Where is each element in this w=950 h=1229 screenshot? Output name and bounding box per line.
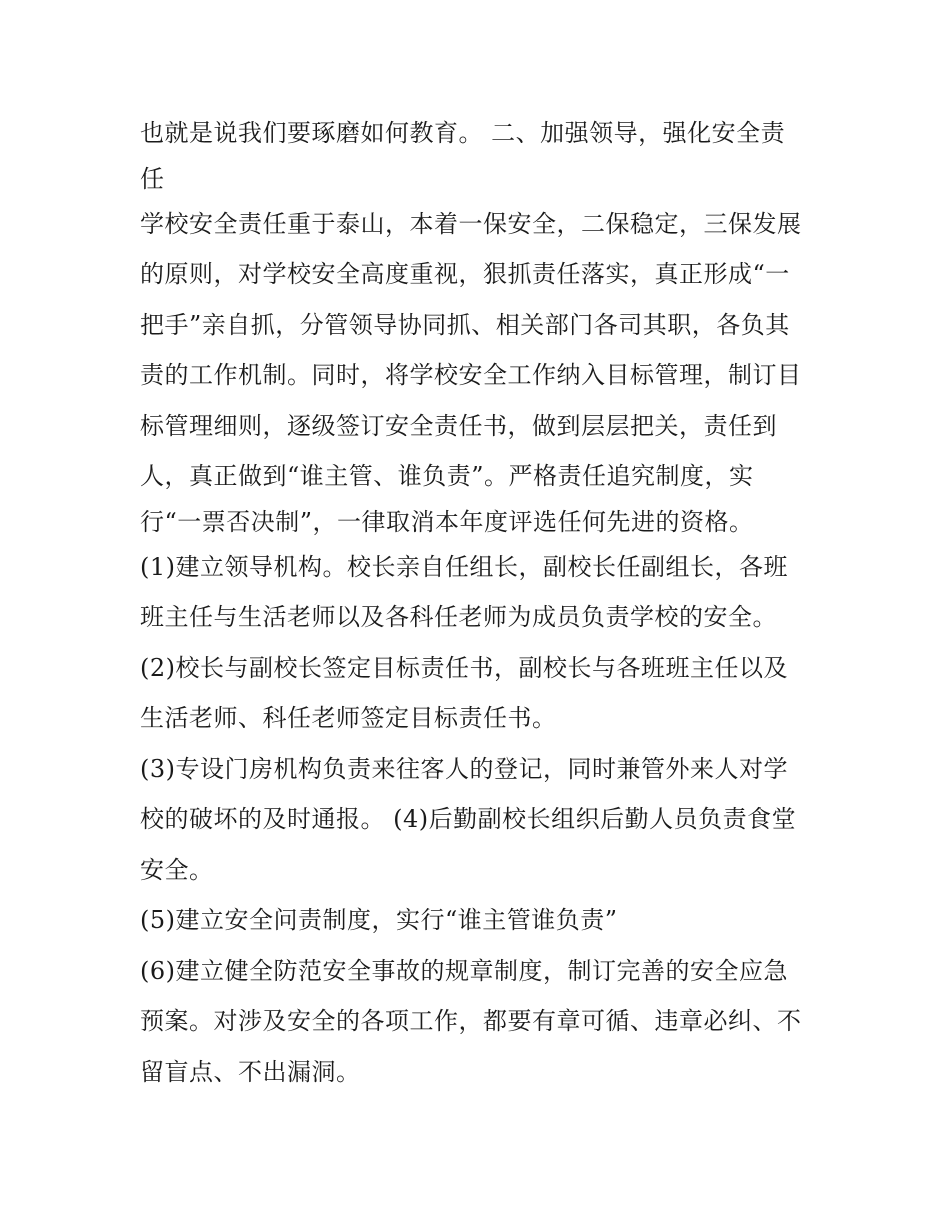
text-line: 生活老师、科任老师签定目标责任书。 [140, 704, 557, 732]
document-body [140, 108, 840, 1097]
text-line: 学校安全责任重于泰山，本着一保安全，二保稳定，三保发展 [140, 209, 802, 238]
text-line: 行“一票否决制”，一律取消本年度评选任何先进的资格。 [140, 507, 754, 536]
text-line: 把手”亲自抓，分管领导协同抓、相关部门各司其职，各负其 [140, 310, 790, 339]
text-line: 也就是说我们要琢磨如何教育。 二、加强领导，强化安全责 [140, 119, 786, 147]
text-line: (1)建立领导机构。校长亲自任组长，副校长任副组长，各班 [140, 552, 788, 581]
text-line: 责的工作机制。同时，将学校安全工作纳入目标管理，制订目 [140, 361, 802, 389]
text-line: 班主任与生活老师以及各科任老师为成员负责学校的安全。 [140, 603, 777, 631]
text-line: 标管理细则，逐级签订安全责任书，做到层层把关，责任到 [140, 411, 777, 440]
text-line: 任 [140, 164, 165, 193]
text-line: 人，真正做到“谁主管、谁负责”。严格责任追究制度，实 [140, 462, 754, 490]
text-line: (3)专设门房机构负责来往客人的登记，同时兼管外来人对学 [140, 754, 788, 783]
text-line: (2)校长与副校长签定目标责任书，副校长与各班班主任以及 [140, 653, 788, 682]
text-line: (6)建立健全防范安全事故的规章制度，制订完善的安全应急 [140, 956, 788, 985]
text-line: 留盲点、不出漏洞。 [140, 1057, 361, 1086]
text-line: 预案。对涉及安全的各项工作，都要有章可循、违章必纠、不 [140, 1007, 802, 1035]
text-line: 安全。 [140, 855, 214, 884]
text-line: 的原则，对学校安全高度重视，狠抓责任落实，真正形成“一 [140, 260, 790, 288]
text-line: (5)建立安全问责制度，实行“谁主管谁负责” [140, 906, 618, 934]
text-line: 校的破坏的及时通报。 (4)后勤副校长组织后勤人员负责食堂 [140, 805, 797, 833]
